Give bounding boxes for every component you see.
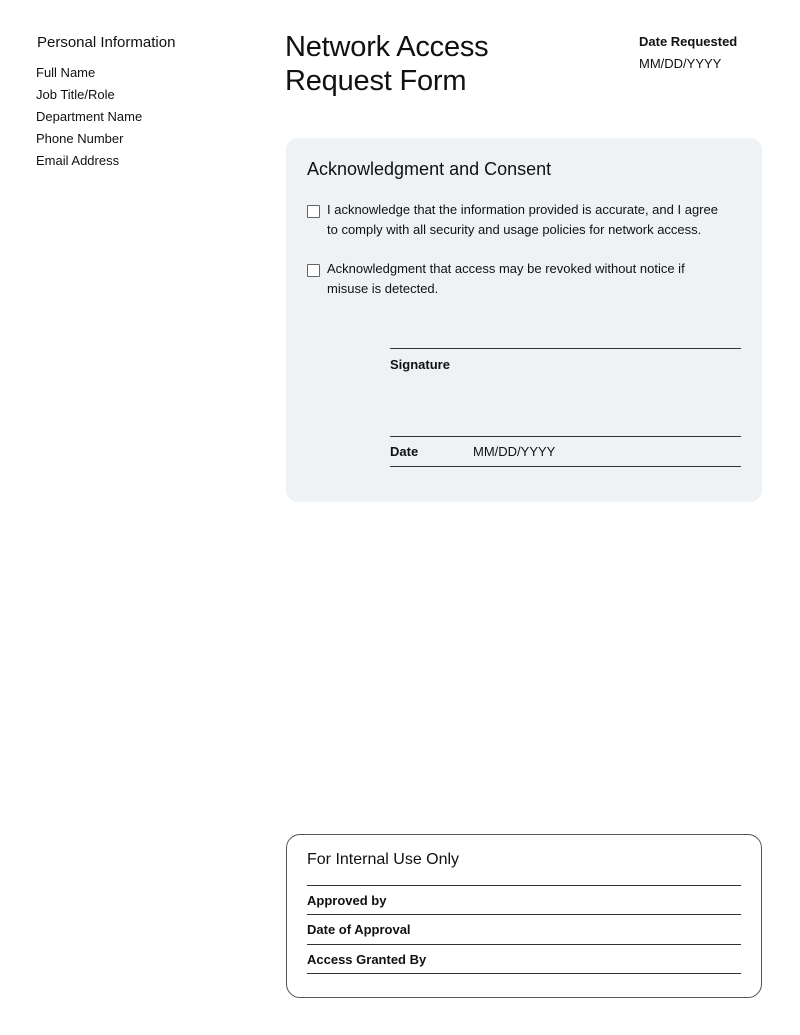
consent-text-1-line-2: to comply with all security and usage policies for network access. bbox=[327, 222, 702, 237]
signature-line[interactable] bbox=[390, 348, 741, 349]
internal-use-heading: For Internal Use Only bbox=[307, 851, 460, 868]
consent-checkbox-2[interactable] bbox=[307, 264, 320, 277]
approved-by-label: Approved by bbox=[307, 893, 387, 908]
title-line-1: Network Access bbox=[285, 31, 489, 63]
field-phone: Phone Number bbox=[36, 131, 124, 146]
signature-label: Signature bbox=[390, 357, 450, 372]
consent-heading: Acknowledgment and Consent bbox=[307, 159, 552, 179]
field-email: Email Address bbox=[36, 153, 120, 168]
approved-by-line[interactable] bbox=[307, 914, 741, 915]
personal-information-heading: Personal Information bbox=[37, 34, 176, 51]
date-requested-label: Date Requested bbox=[639, 34, 738, 49]
access-granted-by-label: Access Granted By bbox=[307, 952, 427, 967]
consent-text-1 bbox=[327, 200, 747, 240]
divider bbox=[390, 436, 741, 437]
consent-text-2-line-1: Acknowledgment that access may be revoked without notice if bbox=[327, 261, 685, 276]
date-of-approval-label: Date of Approval bbox=[307, 922, 411, 937]
date-of-approval-line[interactable] bbox=[307, 944, 741, 945]
consent-text-1-line-1: I acknowledge that the information provided is accurate, and I agree bbox=[327, 202, 718, 217]
date-value[interactable]: MM/DD/YYYY bbox=[473, 444, 556, 459]
consent-text-2-line-2: misuse is detected. bbox=[327, 281, 439, 296]
consent-text-2 bbox=[327, 259, 747, 299]
field-department: Department Name bbox=[36, 109, 143, 124]
field-job-title: Job Title/Role bbox=[36, 87, 115, 102]
divider bbox=[307, 885, 741, 886]
date-requested-value[interactable]: MM/DD/YYYY bbox=[639, 56, 722, 71]
field-full-name: Full Name bbox=[36, 65, 96, 80]
page-title bbox=[285, 30, 489, 98]
divider bbox=[390, 466, 741, 467]
date-label: Date bbox=[390, 444, 419, 459]
title-line-2: Request Form bbox=[285, 65, 467, 97]
access-granted-by-line[interactable] bbox=[307, 973, 741, 974]
consent-checkbox-1[interactable] bbox=[307, 205, 320, 218]
